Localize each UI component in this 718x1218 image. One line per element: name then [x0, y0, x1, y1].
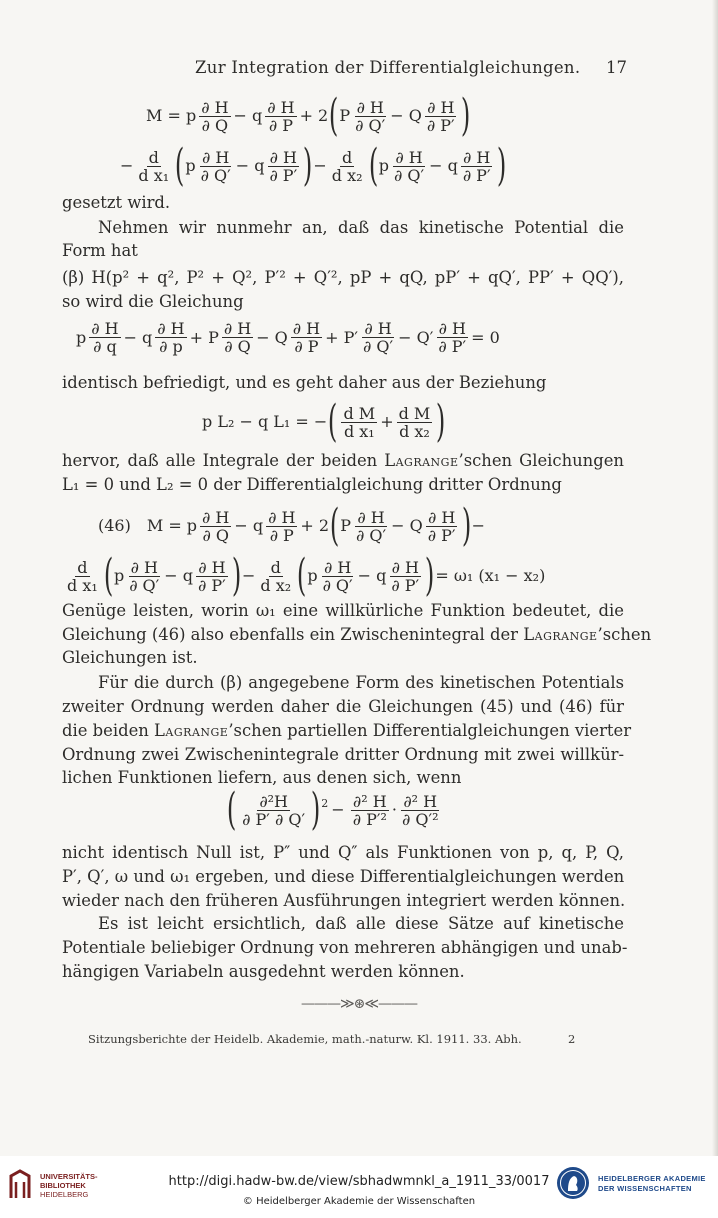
equation-m-bottom: − $\frac{d}{\text{d x₁}}$ ( p ∂ H ∂ Q′ − q ∂ H ∂ P′ ) − $\frac{d}{\text{d x₂}}$ ( p ∂ H ∂ Q′ − q ∂ H ∂ P′ )	[120, 140, 506, 191]
text-line: nicht identisch Null ist, P″ und Q″ als Funktionen von p, q, P, Q,	[62, 843, 624, 862]
text-line: Form hat	[62, 241, 138, 260]
university-library-name: UNIVERSITÄTS- BIBLIOTHEK HEIDELBERG	[40, 1172, 98, 1199]
text-line: die beiden Lagrange’schen partiellen Differentialgleichungen vierter	[62, 721, 632, 740]
text-line: hängigen Variabeln ausgedehnt werden können.	[62, 962, 465, 981]
fraction: ∂²H ∂ P′ ∂ Q′	[242, 791, 306, 829]
copyright-notice: © Heidelberger Akademie der Wissenschaften	[242, 1196, 476, 1207]
fraction: ∂ H ∂ Q	[202, 507, 230, 545]
fraction: ∂ H ∂ Q′	[363, 319, 394, 356]
text-line: Potentiale beliebiger Ordnung von mehreren abhängigen und unab-	[62, 938, 628, 957]
fraction: ∂ H ∂ Q′	[355, 97, 386, 135]
fraction: $\frac{d}{\text{d x₂}}$	[260, 557, 292, 595]
fraction: ∂ H ∂ P′	[269, 147, 298, 185]
equation-m-top: M = p ∂ H ∂ Q − q ∂ H ∂ P + 2 ( P ∂ H ∂ Q′ − Q ∂ H ∂ P′ )	[146, 90, 470, 141]
fraction: ∂ H ∂ Q	[201, 97, 229, 135]
text-line: identisch befriedigt, und es geht daher aus der Beziehung	[62, 373, 547, 392]
text-line: so wird die Gleichung	[62, 292, 244, 311]
fraction: $\frac{d}{\text{d x₁}}$	[138, 147, 170, 185]
text-line: (β) H(p² + q², P² + Q², P′² + Q′², pP + qQ, pP′ + qQ′, PP′ + QQ′),	[62, 268, 624, 287]
text-line: zweiter Ordnung werden daher die Gleichungen (45) und (46) für	[62, 697, 624, 716]
fraction: ∂ H ∂ Q′	[200, 147, 231, 185]
fraction: ∂ H ∂ Q′	[356, 507, 387, 545]
fraction: ∂ H ∂ P′	[391, 557, 420, 595]
text-line: L₁ = 0 und L₂ = 0 der Differentialgleichung dritter Ordnung	[62, 475, 562, 494]
fraction: ∂ H ∂ Q′	[322, 557, 353, 595]
academy-seal-icon	[556, 1166, 590, 1200]
running-header: Zur Integration der Differentialgleichungen.	[195, 58, 581, 77]
fraction: ∂ H ∂ Q	[223, 319, 252, 356]
text-line: Genüge leisten, worin ω₁ eine willkürliche Funktion bedeutet, die	[62, 601, 624, 620]
text-line: Gleichungen ist.	[62, 648, 198, 667]
viewer-footer-bar	[0, 1156, 718, 1218]
permalink-url[interactable]: http://digi.hadw-bw.de/view/sbhadwmnkl_a_1911_33/0017	[168, 1174, 550, 1189]
academy-name: HEIDELBERGER AKADEMIE DER WISSENSCHAFTEN	[598, 1174, 706, 1193]
fraction: ∂ H ∂ P′	[462, 147, 491, 185]
fraction: ∂ H ∂ P	[268, 507, 296, 545]
text-line: gesetzt wird.	[62, 193, 171, 212]
section-ornament: ———≫⊛≪———	[300, 996, 418, 1012]
text-line: lichen Funktionen liefern, aus denen sich, wenn	[62, 768, 462, 787]
equation-label: (46)	[98, 516, 131, 535]
fraction: ∂ H ∂ P′	[426, 97, 455, 135]
fraction: ∂ H ∂ Q′	[129, 557, 160, 595]
text-line: hervor, daß alle Integrale der beiden Lagrange’schen Gleichungen	[62, 451, 624, 470]
fraction: d d x₁	[67, 557, 98, 595]
page-number: 17	[606, 58, 627, 77]
fraction: ∂ H ∂ P′	[198, 557, 226, 595]
fraction: $\frac{\text{∂² H}}{\text{∂ P′²}}$	[352, 791, 387, 829]
fraction: ∂ H ∂ P	[292, 319, 321, 356]
equation-46-top: (46) M = p ∂ H ∂ Q − q ∂ H ∂ P + 2 ( P ∂ H ∂ Q′ − Q ∂ H ∂ P′ ) −	[98, 500, 486, 551]
text-line: wieder nach den früheren Ausführungen integriert werden können.	[62, 891, 626, 910]
fraction: ∂² H ∂ Q′²	[401, 791, 439, 829]
footer-citation: Sitzungsberichte der Heidelb. Akademie, math.-naturw. Kl. 1911. 33. Abh.	[88, 1032, 522, 1046]
text-line: Nehmen wir nunmehr an, daß das kinetische Potential die	[98, 218, 624, 237]
fraction: ∂ H ∂ P′	[427, 507, 456, 545]
equation-identity: p ∂ H ∂ q − q ∂ H ∂ p + P ∂ H ∂ Q − Q ∂ H ∂ P + P′ ∂ H ∂ Q′ − Q′ $\frac{\partial H}{\partial P'}$ = 0	[76, 319, 500, 356]
page-edge-shadow	[712, 0, 718, 1156]
fraction: ∂ H ∂ Q′	[393, 147, 425, 185]
footer-sheet-number: 2	[568, 1032, 576, 1046]
fraction: $\frac{d}{\text{d x₂}}$	[331, 147, 363, 185]
equation-lagrange-relation: p L₂ − q L₁ = − ( d M d x₁ + $\frac{\text{d M}}{\text{d x₂}}$ )	[202, 396, 446, 447]
fraction: ∂ H ∂ P	[267, 97, 295, 135]
text-line: Für die durch (β) angegebene Form des kinetischen Potentials	[98, 673, 624, 692]
fraction: $\frac{\text{d M}}{\text{d x₂}}$	[398, 403, 431, 441]
equation-discriminant: ( ∂²H ∂ P′ ∂ Q′ ) 2 − $\frac{\text{∂² H}}{\text{∂ P′²}}$ · ∂² H ∂ Q′²	[226, 784, 439, 835]
fraction: d M d x₁	[343, 403, 376, 441]
text-line: P′, Q′, ω und ω₁ ergeben, und diese Differentialgleichungen werden	[62, 867, 625, 886]
text-line: Es ist leicht ersichtlich, daß alle diese Sätze auf kinetische	[98, 914, 624, 933]
fraction: $\frac{\partial H}{\partial P'}$	[438, 319, 467, 356]
fraction: ∂ H ∂ q	[91, 319, 119, 356]
fraction: ∂ H ∂ p	[157, 319, 185, 356]
text-line: Ordnung zwei Zwischenintegrale dritter Ordnung mit zwei willkür-	[62, 745, 624, 764]
equation-46-bottom: d d x₁ ( p ∂ H ∂ Q′ − q ∂ H ∂ P′ ) − $\frac{d}{\text{d x₂}}$ ( p ∂ H ∂ Q′ − q ∂ H ∂ P′ ) = ω₁ (x₁ − x₂)	[67, 550, 546, 601]
text-line: Gleichung (46) also ebenfalls ein Zwischenintegral der Lagrange’schen	[62, 625, 652, 644]
